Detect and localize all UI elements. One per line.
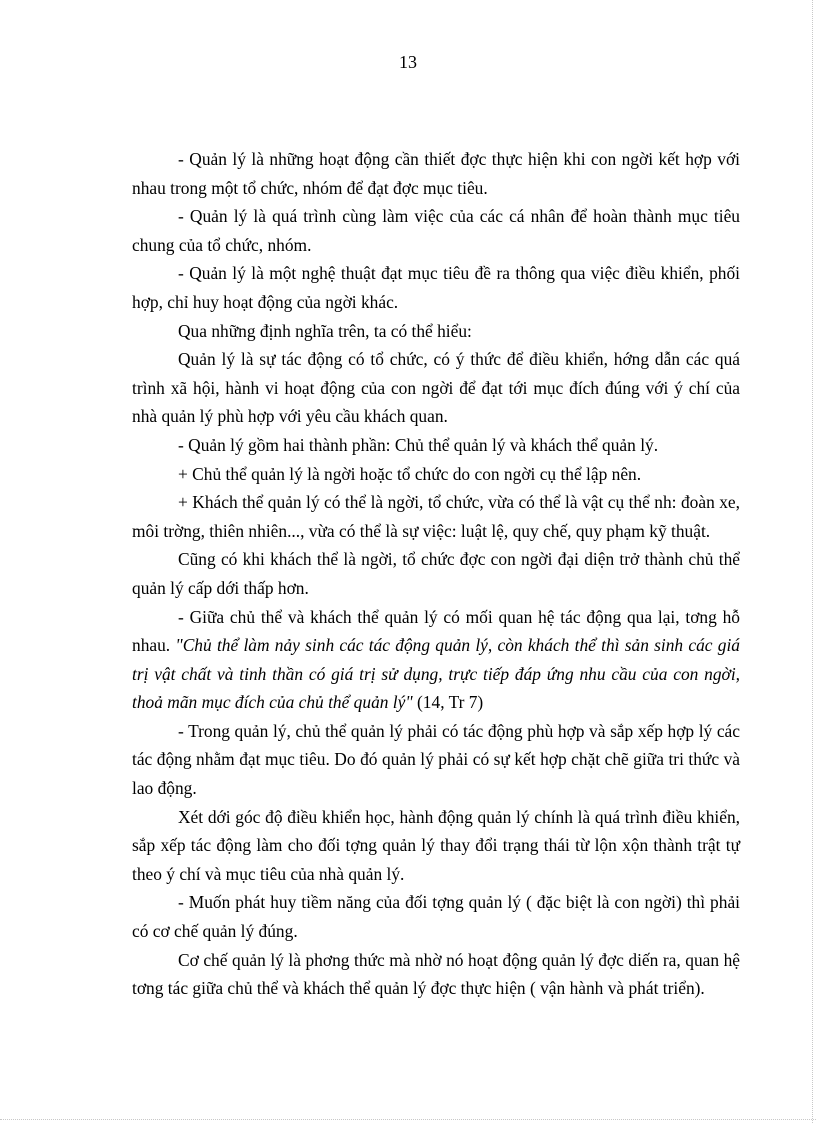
paragraph-13: - Muốn phát huy tiềm năng của đối tợng quản lý ( đặc biệt là con ngời) thì phải có cơ chế quản lý đúng. <box>132 892 740 942</box>
quote-paragraph <box>132 603 740 717</box>
paragraph-12: Xét dới góc độ điều khiển học, hành động quản lý chính là quá trình điều khiển, sắp xếp tác động làm cho đối tợng quản lý thay đổi trạng thái từ lộn xộn thành trật tự theo ý chí và mục tiêu của nhà quản lý. <box>132 806 740 884</box>
page-edge-right <box>812 0 813 1123</box>
paragraph-1: - Quản lý là những hoạt động cần thiết đợc thực hiện khi con ngời kết hợp với nhau trong một tổ chức, nhóm để đạt đợc mục tiêu. <box>132 149 740 198</box>
paragraph-14: Cơ chế quản lý là phơng thức mà nhờ nó hoạt động quản lý đợc diến ra, quan hệ tơng tác giữa chủ thể và khách thể quản lý đợc thực hiện ( vận hành và phát triển). <box>132 949 740 999</box>
quote-lead: - Giữa chủ thể và khách thể quản lý có mối quan hệ tác động qua lại, tơng hỗ nhau. <box>132 606 740 656</box>
quote-text: "Chủ thể làm nảy sinh các tác động quản lý, còn khách thể thì sản sinh các giá trị vật chất và tinh thần có giá trị sử dụng, trực tiếp đáp ứng nhu cầu của con ngời, thoả mãn mục đích của chủ thể quản lý" <box>132 635 740 713</box>
page-edge-bottom <box>0 1119 816 1120</box>
paragraph-7: + Chủ thể quản lý là ngời hoặc tổ chức do con ngời cụ thể lập nên. <box>178 463 642 484</box>
page-number: 13 <box>399 52 417 72</box>
paragraph-6: - Quản lý gồm hai thành phần: Chủ thể quản lý và khách thể quản lý. <box>178 434 659 455</box>
paragraph-8: + Khách thể quản lý có thể là ngời, tổ chức, vừa có thể là vật cụ thể nh: đoàn xe, môi trờng, thiên nhiên..., vừa có thể là sự việc: luật lệ, quy chế, quy phạm kỹ thuật. <box>132 492 740 541</box>
paragraph-3: - Quản lý là một nghệ thuật đạt mục tiêu đề ra thông qua việc điều khiển, phối hợp, chỉ huy hoạt động của ngời khác. <box>132 263 740 312</box>
quote-citation: (14, Tr 7) <box>412 692 484 713</box>
paragraph-9: Cũng có khi khách thể là ngời, tổ chức đợc con ngời đại diện trở thành chủ thể quản lý cấp dới thấp hơn. <box>132 549 740 598</box>
paragraph-2: - Quản lý là quá trình cùng làm việc của các cá nhân để hoàn thành mục tiêu chung của tổ chức, nhóm. <box>132 206 740 255</box>
paragraph-5: Quản lý là sự tác động có tổ chức, có ý thức để điều khiển, hớng dẫn các quá trình xã hội, hành vi hoạt động của con ngời để đạt tới mục đích đúng với ý chí của nhà quản lý phù hợp với yêu cầu khách quan. <box>132 349 740 427</box>
paragraph-4: Qua những định nghĩa trên, ta có thể hiểu: <box>178 320 472 341</box>
body-text <box>132 145 740 1003</box>
paragraph-11: - Trong quản lý, chủ thể quản lý phải có tác động phù hợp và sắp xếp hợp lý các tác động nhằm đạt mục tiêu. Do đó quản lý phải có sự kết hợp chặt chẽ giữa tri thức và lao động. <box>132 720 740 799</box>
